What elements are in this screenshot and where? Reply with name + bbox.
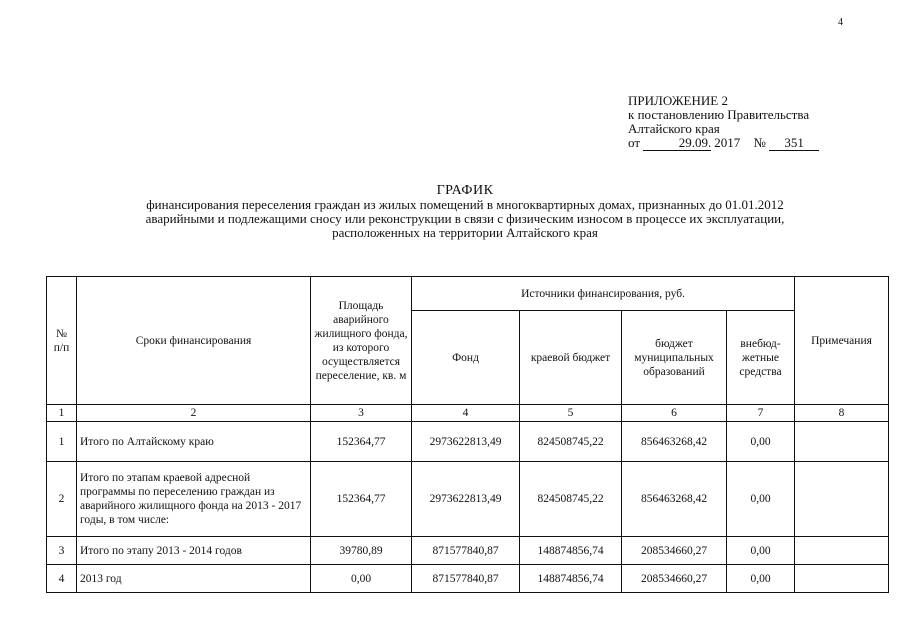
row-area: 0,00: [311, 565, 412, 593]
row-fund: 871577840,87: [412, 537, 520, 565]
appendix-block: [628, 94, 819, 151]
row-regional: 824508745,22: [520, 462, 622, 537]
date-day-month: 29.09.: [643, 136, 711, 151]
row-notes: [795, 537, 889, 565]
row-municipal: 208534660,27: [622, 537, 727, 565]
header-fund: Фонд: [412, 311, 520, 405]
row-extra: 0,00: [727, 537, 795, 565]
page-number: 4: [838, 17, 843, 28]
row-fund: 871577840,87: [412, 565, 520, 593]
row-area: 152364,77: [311, 462, 412, 537]
row-fund: 2973622813,49: [412, 462, 520, 537]
row-notes: [795, 422, 889, 462]
document-title: [60, 184, 870, 240]
financing-table: [46, 276, 889, 593]
header-extrabudget: внебюд-жетные средства: [727, 311, 795, 405]
document-subtitle-1: финансирования переселения граждан из жилых помещений в многоквартирных домах, признанных до 01.01.2012: [146, 197, 784, 212]
appendix-line-2: Алтайского края: [628, 121, 720, 136]
row-regional: 148874856,74: [520, 565, 622, 593]
table-row: [47, 537, 889, 565]
table-row: [47, 462, 889, 537]
col-number: 4: [412, 405, 520, 422]
row-period: Итого по этапам краевой адресной программы по переселению граждан из аварийного жилищного фонда на 2013 - 2017 годы, в том числе:: [77, 462, 311, 537]
row-period: Итого по этапу 2013 - 2014 годов: [77, 537, 311, 565]
row-period: 2013 год: [77, 565, 311, 593]
header-period: Сроки финансирования: [77, 277, 311, 405]
col-number: 8: [795, 405, 889, 422]
document-heading: ГРАФИК: [436, 183, 494, 198]
row-period: Итого по Алтайскому краю: [77, 422, 311, 462]
row-regional: 824508745,22: [520, 422, 622, 462]
row-extra: 0,00: [727, 462, 795, 537]
header-num: № п/п: [47, 277, 77, 405]
col-number: 5: [520, 405, 622, 422]
table-row: [47, 565, 889, 593]
row-num: 4: [47, 565, 77, 593]
document-subtitle-3: расположенных на территории Алтайского края: [332, 225, 598, 240]
row-extra: 0,00: [727, 565, 795, 593]
col-number: 1: [47, 405, 77, 422]
row-notes: [795, 462, 889, 537]
row-municipal: 856463268,42: [622, 462, 727, 537]
header-sources: Источники финансирования, руб.: [412, 277, 795, 311]
row-fund: 2973622813,49: [412, 422, 520, 462]
header-area: Площадь аварийного жилищного фонда, из которого осуществляется переселение, кв. м: [311, 277, 412, 405]
row-area: 152364,77: [311, 422, 412, 462]
row-municipal: 856463268,42: [622, 422, 727, 462]
row-municipal: 208534660,27: [622, 565, 727, 593]
row-area: 39780,89: [311, 537, 412, 565]
col-number: 6: [622, 405, 727, 422]
row-notes: [795, 565, 889, 593]
date-year: 2017: [714, 135, 741, 150]
decree-number: 351: [769, 136, 819, 151]
header-regional: краевой бюджет: [520, 311, 622, 405]
row-num: 1: [47, 422, 77, 462]
appendix-date-line: [628, 136, 819, 151]
header-notes: Примечания: [795, 277, 889, 405]
row-num: 3: [47, 537, 77, 565]
col-number: 7: [727, 405, 795, 422]
number-label: №: [753, 135, 766, 150]
row-extra: 0,00: [727, 422, 795, 462]
appendix-line-1: к постановлению Правительства: [628, 107, 810, 122]
row-regional: 148874856,74: [520, 537, 622, 565]
appendix-title: ПРИЛОЖЕНИЕ 2: [628, 93, 728, 108]
row-num: 2: [47, 462, 77, 537]
col-number: 2: [77, 405, 311, 422]
col-number: 3: [311, 405, 412, 422]
document-subtitle-2: аварийными и подлежащими сносу или реконструкции в связи с физическим износом в процессе их эксплуатации,: [145, 211, 785, 226]
table-row: [47, 422, 889, 462]
from-label: от: [628, 135, 641, 150]
header-municipal: бюджет муниципальных образований: [622, 311, 727, 405]
